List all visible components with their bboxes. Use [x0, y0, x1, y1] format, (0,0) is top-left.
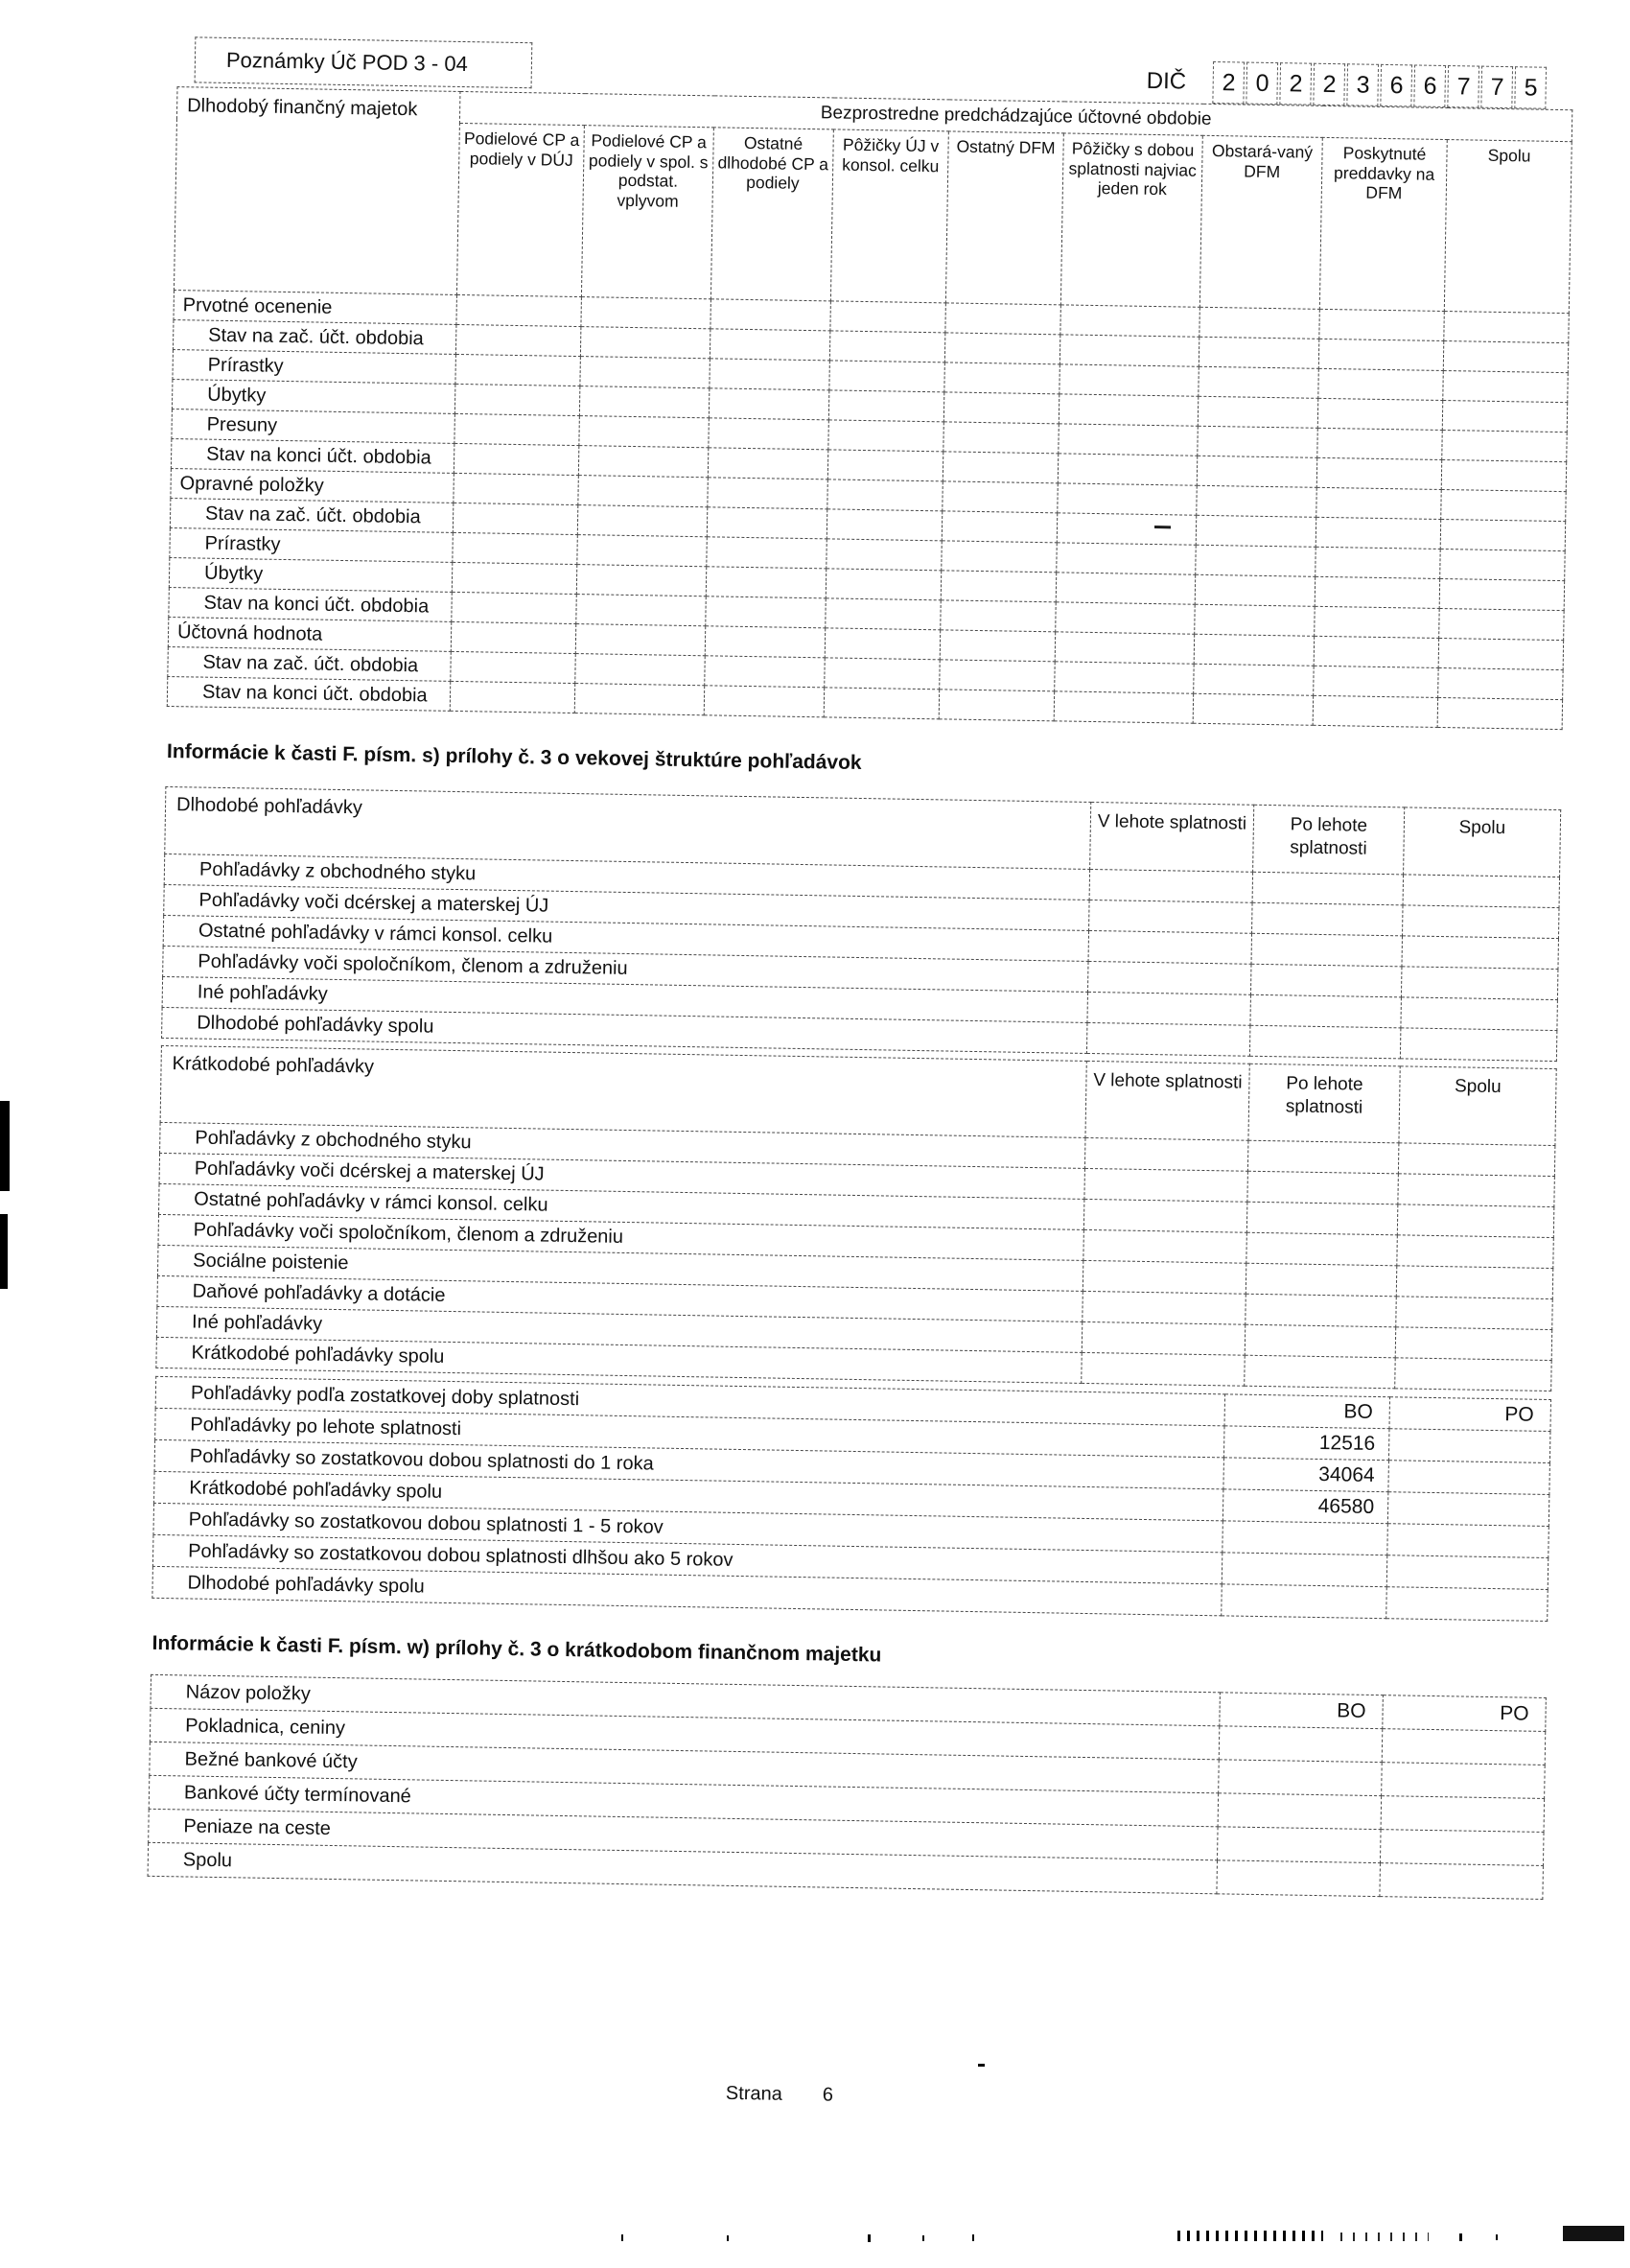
column-header: Po lehote splatnosti [1248, 1064, 1400, 1143]
cell [575, 624, 705, 656]
cell [710, 299, 830, 331]
page-number: 6 [822, 2084, 834, 2106]
row-label: Iné pohľadávky [156, 1306, 1082, 1352]
row-label: Pohľadávky so zostatkovou dobou splatnosti dlhšou ako 5 rokov [152, 1534, 1222, 1583]
cell [578, 476, 708, 507]
cell [1443, 371, 1569, 403]
dic-digit-box: 6 [1414, 64, 1447, 107]
cell [1381, 1796, 1545, 1833]
dic-digit-box: 5 [1515, 66, 1548, 109]
period-header: Bezprostredne predchádzajúce účtovné obdobie [459, 91, 1572, 141]
cell [580, 357, 710, 388]
cell [1089, 900, 1253, 933]
cell [1440, 519, 1566, 550]
dic-field [1146, 60, 1547, 109]
cell [1380, 1863, 1544, 1900]
scan-edge-artifact [0, 1101, 10, 1191]
column-header: Podielové CP a podiely v spol. s podstat. vplyvom [581, 126, 713, 299]
bo-value: 34064 [1223, 1458, 1389, 1492]
cell [1252, 872, 1404, 905]
cell [944, 362, 1060, 394]
column-header-po: PO [1389, 1397, 1551, 1432]
cell [1250, 964, 1402, 997]
row-label: Úbytky [172, 380, 454, 414]
row-label: Pohľadávky voči spoločníkom, členom a združeniu [158, 1214, 1083, 1260]
cell [1057, 543, 1196, 574]
longterm-receivables-table [161, 786, 1561, 1062]
cell [1196, 545, 1316, 576]
cell [1195, 604, 1315, 636]
scan-edge-artifact [0, 1214, 8, 1289]
table-title: Krátkodobé pohľadávky [160, 1045, 1086, 1137]
cell [829, 331, 944, 362]
cell [1054, 691, 1193, 723]
cell [576, 595, 706, 626]
cell [455, 354, 580, 386]
po-value [1386, 1555, 1548, 1590]
cell [1217, 1827, 1381, 1863]
cell [944, 333, 1060, 364]
cell [1219, 1726, 1383, 1763]
table-title: Dlhodobé pohľadávky [165, 786, 1091, 869]
row-label: Pohľadávky voči dcérskej a materskej ÚJ [164, 884, 1089, 930]
cell [1316, 457, 1441, 489]
row-label: Stav na konci účt. obdobia [169, 588, 452, 622]
column-header: Po lehote splatnosti [1253, 805, 1405, 875]
column-header: Spolu [1399, 1066, 1556, 1146]
cell [1197, 485, 1316, 517]
cell [943, 452, 1058, 483]
cell [941, 600, 1056, 632]
cell [1219, 1760, 1383, 1796]
maturity-table [151, 1376, 1551, 1622]
row-label: Sociálne poistenie [157, 1245, 1083, 1291]
cell [1246, 1263, 1397, 1297]
form-id-label: Poznámky Úč POD 3 - 04 [225, 47, 469, 77]
cell [577, 535, 707, 567]
cell [1441, 489, 1567, 521]
cell [1086, 1022, 1250, 1056]
dic-digit-box: 0 [1246, 62, 1279, 105]
cell [580, 327, 710, 359]
row-label: Stav na konci účt. obdobia [167, 676, 450, 711]
row-label: Pohľadávky voči dcérskej a materskej ÚJ [159, 1153, 1084, 1199]
cell [1088, 930, 1252, 964]
column-header: Ostatný DFM [945, 131, 1063, 305]
cell [1380, 1830, 1544, 1866]
cell [1442, 430, 1568, 461]
cell [830, 301, 945, 333]
cell [581, 297, 710, 329]
cell [455, 324, 580, 356]
cell [943, 481, 1058, 513]
cell [827, 509, 942, 541]
po-value [1387, 1524, 1549, 1558]
cell [1199, 337, 1318, 368]
section-title-s: Informácie k časti F. písm. s) prílohy č. 3 o vekovej štruktúre pohľadávok [166, 739, 862, 775]
dic-label: DIČ [1146, 67, 1187, 95]
po-value [1386, 1587, 1548, 1622]
row-label: Pohľadávky z obchodného styku [164, 853, 1089, 900]
row-label: Stav na zač. účt. obdobia [170, 499, 453, 533]
cell [942, 541, 1057, 573]
cell [1246, 1232, 1398, 1266]
cell [1199, 366, 1318, 398]
scan-noise [621, 2234, 623, 2241]
row-label: Úbytky [169, 558, 452, 593]
cell [454, 443, 578, 475]
cell [575, 654, 705, 686]
row-label: Pohľadávky z obchodného styku [160, 1122, 1085, 1168]
cell [828, 390, 943, 422]
cell [1317, 428, 1442, 459]
cell [1319, 309, 1444, 340]
cell [1083, 1291, 1246, 1324]
cell [1060, 335, 1199, 366]
cell [1058, 483, 1197, 515]
row-label: Presuny [172, 409, 454, 444]
cell [826, 598, 941, 630]
cell [1245, 1355, 1396, 1389]
cell [1055, 662, 1194, 693]
cell [1315, 606, 1439, 638]
cell [941, 571, 1056, 602]
dic-digit-box: 2 [1280, 62, 1313, 105]
row-label: Pohľadávky po lehote splatnosti [155, 1408, 1224, 1457]
scan-noise [1340, 2233, 1429, 2241]
table-title: Názov položky [151, 1674, 1220, 1725]
cell [579, 416, 709, 448]
cell [1250, 994, 1402, 1028]
cell [578, 446, 708, 478]
row-label: Prírastky [170, 528, 453, 563]
column-header: Pôžičky s dobou splatnosti najviac jeden rok [1060, 133, 1202, 307]
cell [940, 630, 1055, 662]
cell [454, 384, 579, 415]
row-label: Dlhodobé pohľadávky spolu [162, 1007, 1087, 1053]
cell [1397, 1235, 1554, 1269]
cell [825, 628, 940, 660]
cell [1314, 666, 1438, 697]
cell [1245, 1324, 1396, 1358]
cell [451, 621, 575, 653]
bo-value: 46580 [1222, 1489, 1388, 1524]
cell [1395, 1327, 1552, 1361]
cell [1403, 905, 1560, 939]
column-header: Ostatné dlhodobé CP a podiely [710, 128, 833, 301]
cell [1194, 634, 1314, 666]
cell [1316, 487, 1441, 519]
cell [1316, 547, 1440, 578]
cell [577, 505, 707, 537]
cell [1401, 997, 1558, 1031]
cell [827, 539, 942, 571]
cell [1246, 1294, 1397, 1327]
cell [1398, 1143, 1555, 1177]
column-header: Poskytnuté preddavky na DFM [1319, 137, 1447, 311]
form-id-box [195, 36, 533, 88]
cell [704, 686, 824, 717]
cell [829, 361, 944, 392]
dic-digit-box: 3 [1347, 63, 1380, 106]
cell [453, 503, 577, 534]
dic-digit-box: 7 [1481, 66, 1514, 109]
cell [1440, 549, 1566, 580]
cell [1402, 936, 1559, 970]
bo-value: 12516 [1223, 1426, 1389, 1461]
bo-value [1222, 1553, 1387, 1587]
cell [943, 422, 1059, 454]
cell [1318, 339, 1443, 370]
cell [825, 658, 940, 690]
cell [1382, 1729, 1546, 1765]
cell [1403, 875, 1560, 908]
cell [1057, 513, 1196, 545]
row-label: Krátkodobé pohľadávky spolu [156, 1337, 1082, 1383]
cell [705, 656, 825, 688]
cell [1084, 1137, 1248, 1171]
cell [450, 681, 574, 713]
row-label: Opravné položky [171, 469, 454, 503]
cell [1060, 305, 1199, 337]
cell [454, 473, 578, 504]
row-label: Spolu [148, 1842, 1217, 1893]
section-title-w: Informácie k časti F. písm. w) prílohy č. 3 o krátkodobom finančnom majetku [151, 1631, 882, 1667]
column-header: Spolu [1404, 807, 1561, 877]
column-header: V lehote splatnosti [1085, 1061, 1249, 1140]
cell [709, 418, 828, 450]
scan-noise [727, 2235, 729, 2241]
cell [1087, 992, 1251, 1025]
scan-noise [1177, 2231, 1323, 2241]
cell [451, 651, 575, 683]
shortterm-receivables-table [155, 1045, 1556, 1391]
cell [828, 420, 943, 452]
column-header: V lehote splatnosti [1090, 802, 1254, 872]
cell [1400, 1028, 1557, 1062]
row-label: Krátkodobé pohľadávky spolu [154, 1471, 1223, 1520]
row-label: Stav na konci účt. obdobia [171, 439, 454, 474]
cell [1087, 961, 1251, 994]
cell [576, 565, 706, 596]
column-header-po: PO [1383, 1695, 1547, 1732]
cell [1444, 312, 1570, 343]
cell [945, 303, 1060, 335]
cell [1083, 1260, 1246, 1294]
cell [1438, 667, 1564, 699]
cell [1055, 632, 1194, 664]
cell [574, 684, 704, 715]
cell [824, 688, 939, 719]
row-label: Pokladnica, ceniny [150, 1708, 1219, 1759]
cell [1197, 456, 1316, 487]
cell [1442, 401, 1568, 433]
dic-digit-box: 2 [1314, 63, 1346, 106]
cell [1316, 517, 1440, 549]
cell [706, 596, 826, 628]
scan-noise [972, 2234, 974, 2241]
cell [1396, 1297, 1553, 1330]
cell [1246, 1202, 1398, 1235]
shortterm-financial-assets-table [148, 1674, 1547, 1900]
cell [708, 448, 827, 479]
table-title: Pohľadávky podľa zostatkovej doby splatnosti [155, 1376, 1224, 1425]
cell [709, 388, 828, 420]
cell [1193, 693, 1313, 725]
bo-value [1222, 1584, 1387, 1619]
scan-noise [1563, 2226, 1624, 2241]
po-value [1388, 1429, 1550, 1463]
row-label: Prírastky [173, 350, 455, 385]
column-header: Obstará-vaný DFM [1199, 135, 1322, 309]
cell [1199, 307, 1319, 339]
cell [705, 626, 825, 658]
cell [1089, 869, 1253, 902]
row-label: Prvotné ocenenie [174, 291, 456, 325]
row-label: Ostatné pohľadávky v rámci konsol. celku [159, 1183, 1084, 1229]
cell [1059, 394, 1198, 426]
cell [1217, 1860, 1381, 1897]
column-header-bo: BO [1224, 1394, 1390, 1429]
cell [710, 359, 829, 390]
cell [1083, 1199, 1247, 1232]
cell [1249, 1025, 1401, 1059]
column-header: Podielové CP a podiely v DÚJ [456, 123, 584, 296]
cell [710, 329, 829, 361]
cell [1198, 396, 1317, 428]
cell [1314, 636, 1438, 667]
cell [1398, 1174, 1555, 1207]
cell [827, 450, 943, 481]
row-label: Peniaze na ceste [149, 1809, 1218, 1859]
cell [707, 537, 827, 569]
dic-digit-box: 6 [1381, 64, 1413, 107]
po-value [1388, 1461, 1550, 1495]
cell [1396, 1266, 1553, 1299]
cell [1317, 398, 1442, 430]
cell [827, 479, 943, 511]
column-header-bo: BO [1220, 1693, 1384, 1729]
cell [1313, 695, 1437, 727]
cell [453, 532, 577, 564]
cell [1401, 967, 1558, 1000]
table-title: Dlhodobý finančný majetok [174, 87, 459, 295]
cell [1438, 638, 1564, 669]
cell [1194, 664, 1314, 695]
scan-noise [1496, 2234, 1498, 2240]
cell [1439, 608, 1565, 640]
cell [1252, 902, 1404, 936]
row-label: Daňové pohľadávky a dotácie [157, 1275, 1083, 1321]
cell [939, 690, 1054, 721]
cell [452, 592, 576, 623]
po-value [1387, 1492, 1549, 1527]
scan-noise [922, 2235, 924, 2241]
page-footer [726, 2083, 833, 2107]
cell [1315, 576, 1439, 608]
cell [708, 478, 827, 509]
cell [1059, 424, 1198, 456]
cell [942, 511, 1057, 543]
cell [826, 569, 941, 600]
cell [1441, 459, 1567, 491]
cell [1395, 1358, 1552, 1391]
cell [456, 294, 581, 326]
bo-value [1222, 1521, 1388, 1555]
scan-noise [868, 2234, 871, 2242]
cell [940, 660, 1055, 691]
cell [1397, 1204, 1554, 1238]
page-label: Strana [725, 2082, 783, 2105]
scan-noise [978, 2064, 985, 2067]
row-label: Stav na zač. účt. obdobia [168, 646, 451, 681]
cell [454, 413, 579, 445]
cell [1247, 1171, 1399, 1204]
cell [579, 386, 709, 418]
scan-noise [1459, 2233, 1462, 2241]
row-label: Bankové účty termínované [149, 1775, 1218, 1826]
cell [1082, 1321, 1246, 1355]
row-label: Ostatné pohľadávky v rámci konsol. celku [163, 915, 1088, 961]
cell [943, 392, 1059, 424]
cell [707, 507, 827, 539]
cell [1195, 574, 1315, 606]
cell [1083, 1229, 1247, 1263]
cell [1056, 573, 1195, 604]
column-header: Pôžičky ÚJ v konsol. celku [830, 129, 948, 303]
cell [1251, 933, 1403, 967]
row-label: Dlhodobé pohľadávky spolu [152, 1566, 1222, 1615]
cell [1437, 697, 1563, 729]
row-label: Pohľadávky voči spoločníkom, členom a združeniu [163, 946, 1088, 992]
cell [706, 567, 826, 598]
row-label: Iné pohľadávky [162, 976, 1087, 1022]
cell [1247, 1140, 1399, 1174]
row-label: Bežné bankové účty [150, 1742, 1219, 1792]
row-label: Stav na zač. účt. obdobia [173, 320, 455, 355]
cell [1382, 1763, 1546, 1799]
dic-digit-box: 2 [1213, 61, 1246, 105]
cell [1439, 578, 1565, 610]
row-label: Pohľadávky so zostatkovou dobou splatnosti 1 - 5 rokov [153, 1503, 1222, 1552]
cell [452, 562, 576, 594]
cell [1218, 1793, 1382, 1830]
cell [1056, 602, 1195, 634]
dfm-table [167, 86, 1573, 730]
cell [1084, 1168, 1248, 1202]
cell [1443, 341, 1569, 373]
cell [1318, 368, 1443, 400]
scan-mark [1154, 526, 1171, 528]
cell [1082, 1352, 1246, 1386]
cell [1196, 515, 1316, 547]
row-label: Účtovná hodnota [168, 618, 451, 652]
cell [1060, 364, 1199, 396]
dic-digit-box: 7 [1448, 65, 1480, 108]
column-header: Spolu [1444, 140, 1572, 314]
cell [1058, 454, 1197, 485]
row-label: Pohľadávky so zostatkovou dobou splatnosti do 1 roka [154, 1439, 1223, 1488]
cell [1198, 426, 1317, 457]
